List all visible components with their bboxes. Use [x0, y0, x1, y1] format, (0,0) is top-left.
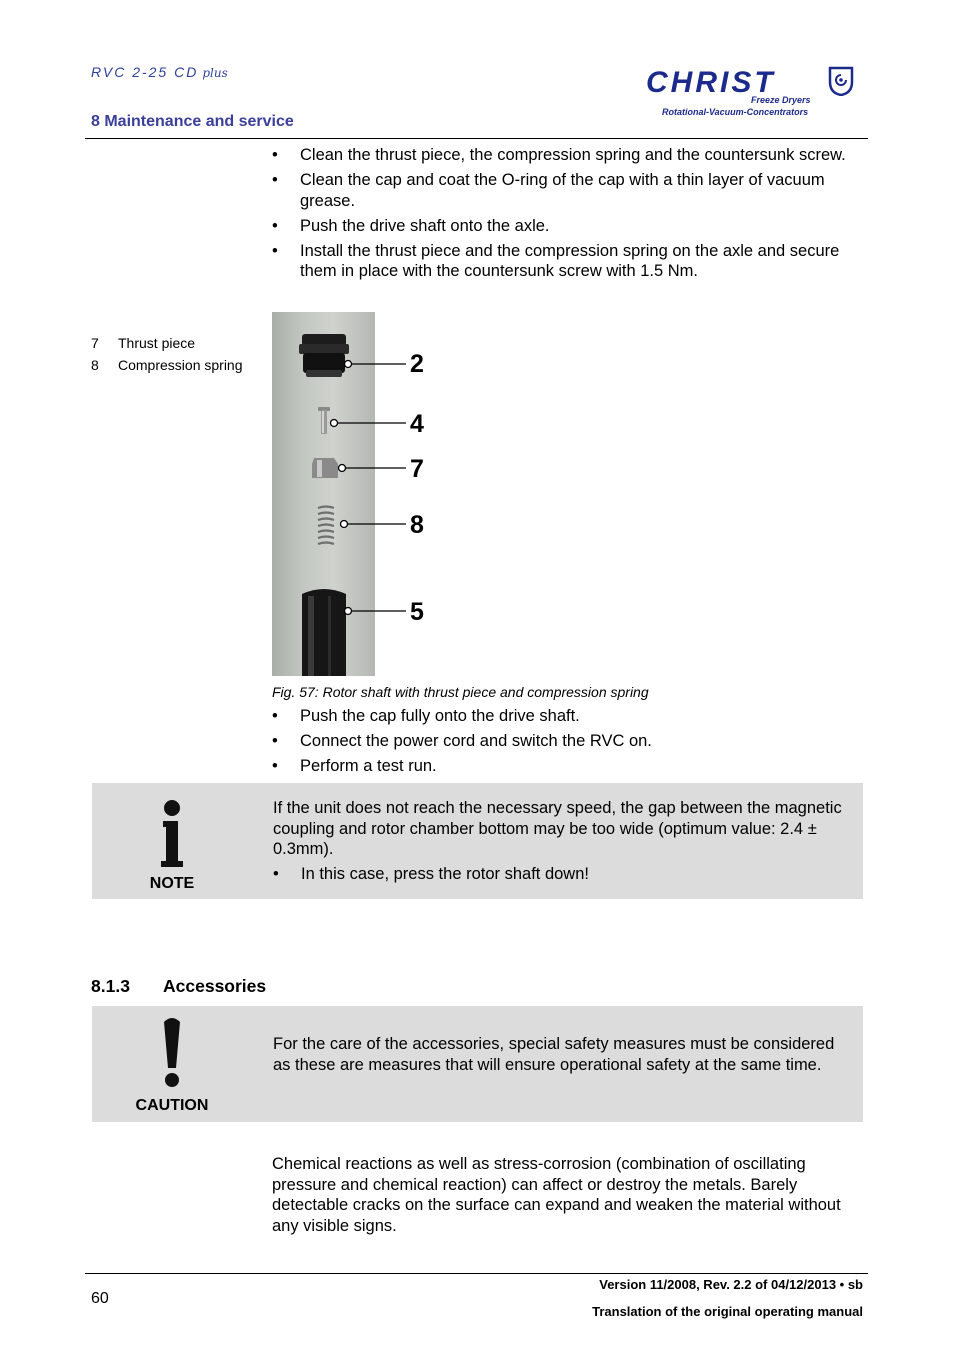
- note-label: NOTE: [149, 875, 195, 892]
- note-text: If the unit does not reach the necessary speed, the gap between the magnetic coupling and rotor chamber bottom may be too wide (optimum value: 2.4 ± 0.3mm). • In this case, press the rotor shaft down!: [273, 798, 848, 884]
- figure-callouts: [272, 312, 472, 676]
- list-item: • Push the cap fully onto the drive shaft.: [272, 707, 580, 725]
- header-model-name: RVC 2-25 CD: [91, 64, 199, 80]
- note-bullet: • In this case, press the rotor shaft down!: [273, 864, 589, 883]
- callout-label: 2: [410, 350, 424, 378]
- page-number: 60: [91, 1290, 109, 1307]
- logo-subtitle-1: Freeze Dryers: [751, 95, 811, 105]
- caution-label: CAUTION: [135, 1097, 209, 1114]
- logo-subtitle-2: Rotational-Vacuum-Concentrators: [662, 107, 809, 117]
- list-item: • Clean the thrust piece, the compression spring and the countersunk screw.: [272, 146, 846, 164]
- list-item: • Perform a test run.: [272, 757, 437, 775]
- callout-label: 8: [410, 511, 424, 539]
- header-chapter: 8 Maintenance and service: [91, 113, 294, 130]
- callout-label: 7: [410, 455, 424, 483]
- legend-item: 7 Thrust piece: [91, 335, 196, 351]
- body-paragraph: Chemical reactions as well as stress-corrosion (combination of oscillating pressure and chemical reaction) can affect or destroy the metals. Barely detectable cracks on the surface can expand and weaken the material without any visible signs.: [272, 1155, 841, 1235]
- header-model: [91, 64, 228, 80]
- exclamation-icon: [160, 1016, 184, 1090]
- footer-version: Version 11/2008, Rev. 2.2 of 04/12/2013 • sb: [599, 1277, 863, 1292]
- steps-bottom-list: [272, 706, 864, 781]
- info-icon: [157, 799, 187, 869]
- header-model-suffix: plus: [202, 66, 228, 80]
- logo-wordmark: CHRIST: [646, 66, 776, 99]
- header-rule: [85, 138, 868, 139]
- list-item: • Connect the power cord and switch the RVC on.: [272, 732, 652, 750]
- footer-translation: Translation of the original operating manual: [592, 1304, 863, 1319]
- section-number: 8.1.3: [91, 976, 130, 996]
- list-item: • Clean the cap and coat the O-ring of the cap with a thin layer of vacuum grease.: [272, 171, 825, 210]
- caution-text: For the care of the accessories, special safety measures must be considered as these are measures that will ensure operational safety at the same time.: [273, 1035, 835, 1074]
- caution-box: [92, 1006, 863, 1122]
- list-item: • Install the thrust piece and the compression spring on the axle and secure them in place with the countersunk screw with 1.5 Nm.: [272, 241, 840, 280]
- callout-label: 4: [410, 410, 424, 438]
- footer-rule: [85, 1273, 868, 1274]
- christ-logo: [638, 60, 868, 122]
- logo-emblem-icon: [828, 66, 854, 96]
- figure-caption: Fig. 57: Rotor shaft with thrust piece and compression spring: [272, 684, 649, 700]
- section-title: Accessories: [163, 976, 267, 996]
- figure-legend: [91, 332, 243, 376]
- list-item: • Push the drive shaft onto the axle.: [272, 216, 550, 235]
- callout-label: 5: [410, 598, 424, 626]
- legend-item: 8 Compression spring: [91, 357, 243, 373]
- note-box: [92, 783, 863, 899]
- steps-top-list: [272, 145, 864, 286]
